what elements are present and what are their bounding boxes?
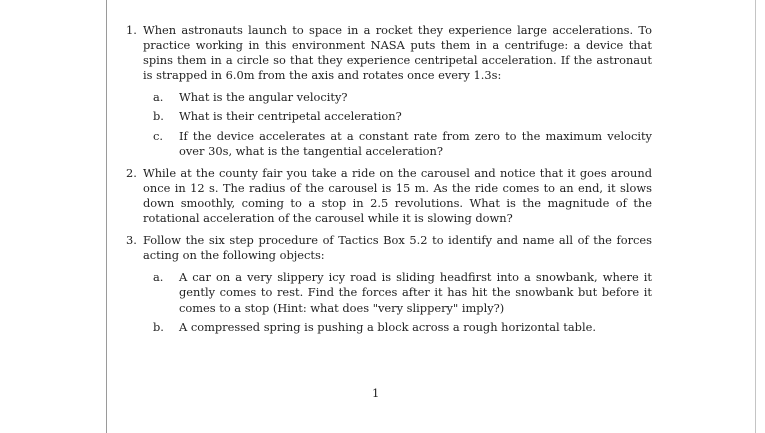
part-label: c. [153, 128, 164, 143]
problem-1 [122, 23, 652, 159]
problem-number: 1. [126, 23, 137, 37]
problem-number: 3. [126, 233, 137, 248]
problem-text: Follow the six step procedure of Tactics Box 5.2 to identify and name all of the forces acting on the following objects: [143, 233, 652, 263]
problem-3-part-b [153, 320, 652, 335]
problem-2 [122, 166, 652, 226]
part-text: A compressed spring is pushing a block across a rough horizontal table. [179, 319, 596, 334]
part-text: A car on a very slippery icy road is sliding headfirst into a snowbank, where it gently comes to rest. Find the forces after it has hit the snowbank but before it comes to a stop (Hint: what does "very slippery" imply?) [179, 270, 652, 315]
problem-1-part-a [153, 90, 652, 105]
problem-3-part-a [153, 270, 652, 315]
page-left-edge [106, 0, 107, 433]
page-number: 1 [372, 386, 380, 400]
problem-text: While at the county fair you take a ride on the carousel and notice that it goes around once in 12 s. The radius of the carousel is 15 m. As the ride comes to an end, it slows down smoothly, coming to a stop in 2.5 revolutions. What is the magnitude of the rotational acceleration of the carousel while it is slowing down? [143, 165, 652, 226]
document-body [122, 23, 652, 335]
problem-number: 2. [126, 165, 137, 180]
problem-1-parts [143, 90, 652, 158]
problem-text: When astronauts launch to space in a rocket they experience large accelerations. To practice working in this environment NASA puts them in a centrifuge: a device that spins them in a circle so that they experience centripetal acceleration. If the astronaut is strapped in 6.0m from the axis and rotates once every 1.3s: [143, 23, 652, 83]
part-label: b. [153, 319, 164, 334]
problem-1-part-c [153, 129, 652, 159]
part-text: What is their centripetal acceleration? [179, 109, 402, 124]
part-text: What is the angular velocity? [179, 90, 348, 105]
part-label: b. [153, 109, 164, 124]
problem-1-part-b [153, 109, 652, 124]
part-text: If the device accelerates at a constant rate from zero to the maximum velocity over 30s, what is the tangential acceleration? [179, 128, 652, 158]
part-label: a. [153, 270, 164, 285]
problem-3-parts [143, 270, 652, 334]
part-label: a. [153, 90, 164, 105]
page-right-edge [755, 0, 756, 433]
problem-3 [122, 233, 652, 335]
